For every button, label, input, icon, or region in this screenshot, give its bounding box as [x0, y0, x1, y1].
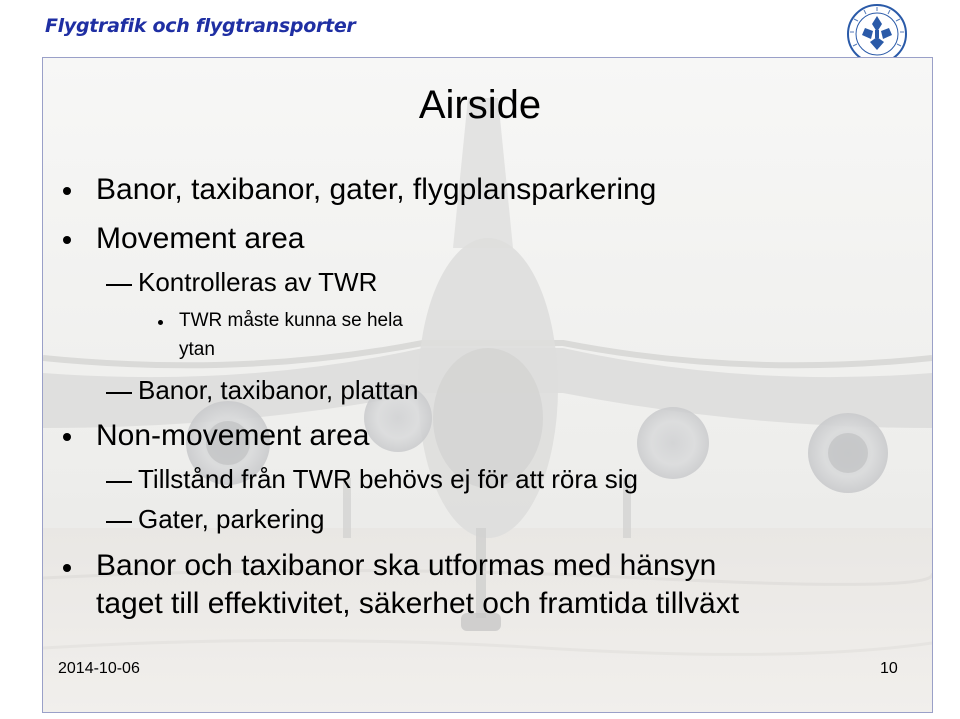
dash-marker	[106, 392, 132, 394]
subbullet-kontrolleras: Kontrolleras av TWR	[138, 267, 378, 297]
bullet-marker	[63, 433, 71, 441]
bullet-marker	[63, 564, 71, 572]
footer-date: 2014-10-06	[58, 660, 140, 677]
subbullet-gater-parkering: Gater, parkering	[138, 504, 325, 534]
header-title: Flygtrafik och flygtransporter	[45, 15, 356, 37]
dash-marker	[106, 481, 132, 483]
bullet-utformas-line1: Banor och taxibanor ska utformas med hänsyn	[96, 549, 717, 582]
slide-title: Airside	[418, 83, 542, 127]
bullet-non-movement: Non-movement area	[96, 419, 370, 452]
bullet-marker	[63, 236, 71, 244]
frame-bottom-border	[42, 712, 932, 713]
subsubbullet-twr-line1: TWR måste kunna se hela	[179, 310, 403, 331]
subsubbullet-twr-line2: ytan	[179, 339, 215, 360]
bullet-banor-gater: Banor, taxibanor, gater, flygplansparkering	[96, 173, 657, 206]
bullet-marker-small	[158, 320, 163, 325]
bullet-utformas-line2: taget till effektivitet, säkerhet och framtida tillväxt	[96, 587, 740, 620]
subbullet-banor-plattan: Banor, taxibanor, plattan	[138, 375, 419, 405]
page-number: 10	[880, 660, 898, 677]
bullet-movement-area: Movement area	[96, 222, 305, 255]
dash-marker	[106, 521, 132, 523]
bullet-marker	[63, 187, 71, 195]
subbullet-tillstand: Tillstånd från TWR behövs ej för att röra sig	[138, 464, 638, 494]
dash-marker	[106, 284, 132, 286]
